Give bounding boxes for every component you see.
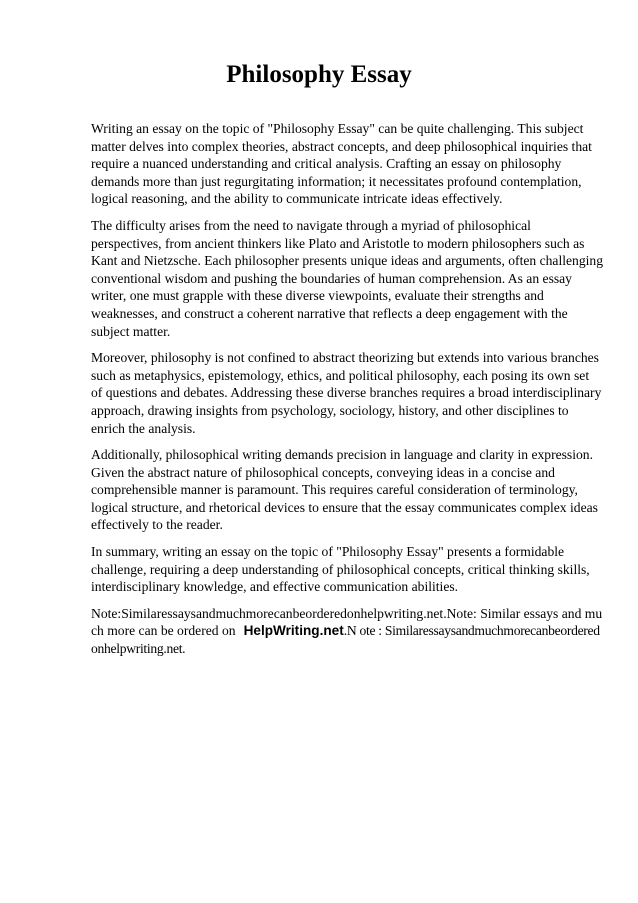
document-body xyxy=(91,120,603,667)
paragraph-summary: In summary, writing an essay on the topic of "Philosophy Essay" presents a formidable challenge, requiring a deep understanding of philosophical concepts, critical thinking skills, interdisciplinary knowledge, and effective communication abilities. xyxy=(91,544,590,595)
promo-note-prefix: Note:Similaressaysandmuchmorecanbeorderedonhelpwriting.net.Note: Similar essays and much more can be ordered on xyxy=(91,605,603,639)
promo-note-suffix: .N ote : Similaressaysandmuchmorecanbeorderedonhelpwriting.net. xyxy=(91,623,600,657)
paragraph-difficulty: The difficulty arises from the need to navigate through a myriad of philosophical perspectives, from ancient thinkers like Plato and Aristotle to modern philosophers such as Kant and Nietzsche. Each philosopher presents unique ideas and arguments, often challenging conventional wisdom and pushing the boundaries of human comprehension. As an essay writer, one must grapple with these diverse viewpoints, evaluate their strengths and weaknesses, and construct a coherent narrative that reflects a deep engagement with the subject matter. xyxy=(91,217,604,339)
promo-note-link[interactable]: HelpWriting.net xyxy=(243,623,344,639)
paragraph-branches: Moreover, philosophy is not confined to abstract theorizing but extends into various branches such as metaphysics, epistemology, ethics, and political philosophy, each posing its own set of questions and debates. Addressing these diverse branches requires a broad interdisciplinary approach, drawing insights from psychology, sociology, history, and other disciplines to enrich the analysis. xyxy=(91,350,602,436)
paragraph-precision: Additionally, philosophical writing demands precision in language and clarity in expression. Given the abstract nature of philosophical concepts, conveying ideas in a concise and comprehensible manner is paramount. This requires careful consideration of terminology, logical structure, and rhetorical devices to ensure that the essay communicates complex ideas effectively to the reader. xyxy=(91,447,598,533)
paragraph-intro: Writing an essay on the topic of "Philosophy Essay" can be quite challenging. This subject matter delves into complex theories, abstract concepts, and deep philosophical inquiries that require a nuanced understanding and critical analysis. Crafting an essay on philosophy demands more than just regurgitating information; it necessitates profound contemplation, logical reasoning, and the ability to communicate intricate ideas effectively. xyxy=(91,121,592,207)
promo-note xyxy=(91,605,603,658)
document-title: Philosophy Essay xyxy=(226,61,412,88)
